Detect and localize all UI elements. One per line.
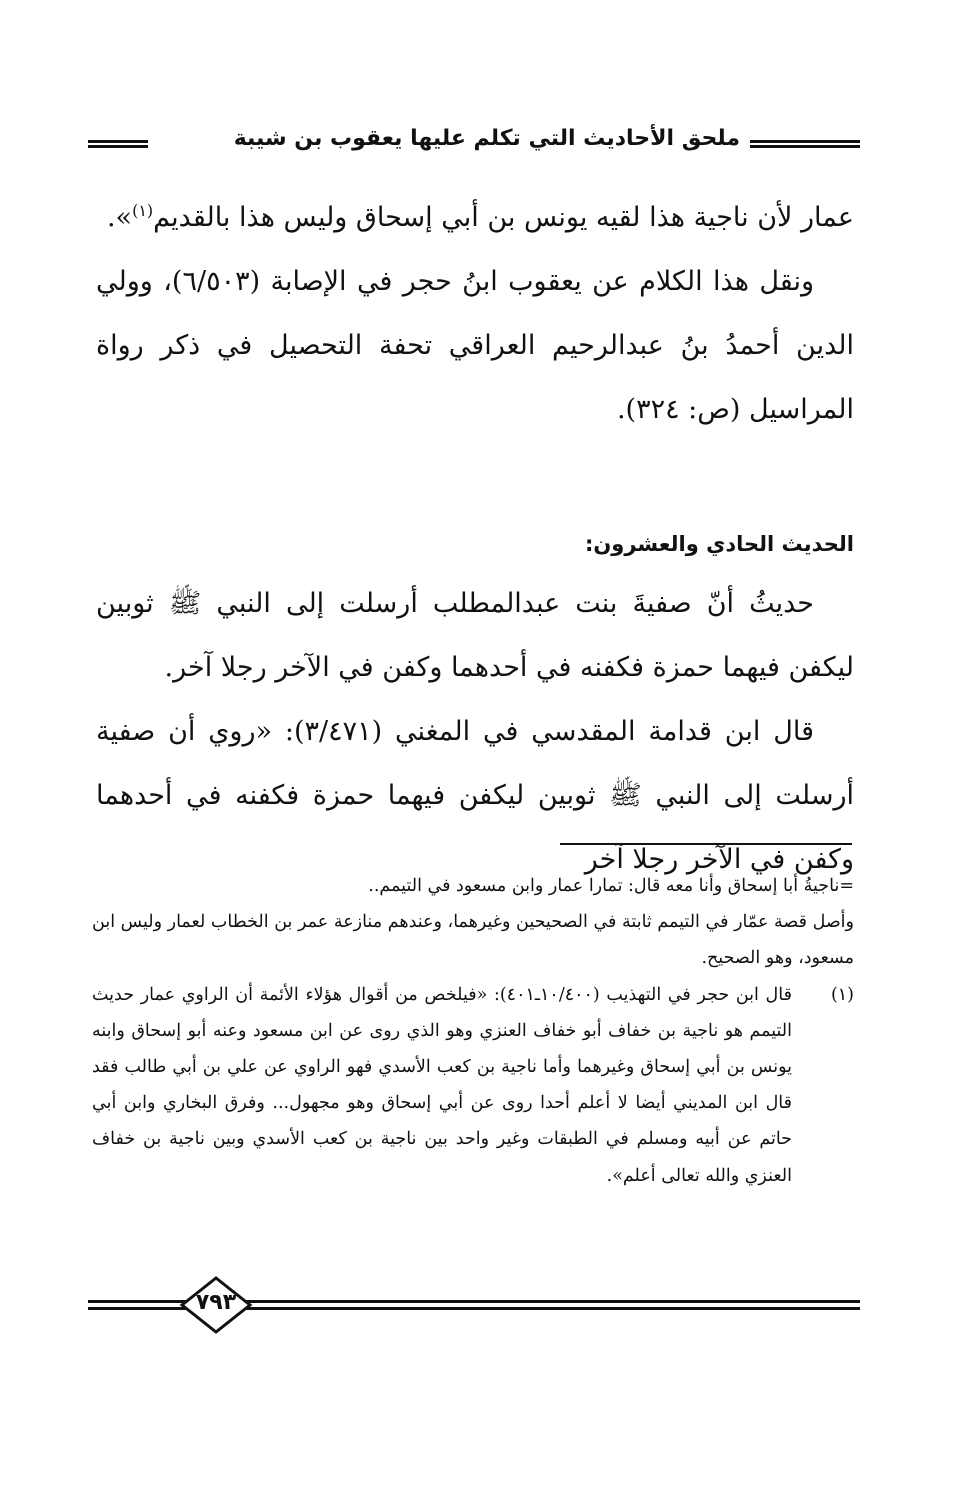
page-number: ٧٩٣ — [195, 1290, 237, 1315]
page-footer — [88, 1276, 860, 1336]
running-header — [88, 118, 860, 168]
paragraph-quote-end — [96, 186, 854, 250]
header-rule-right — [750, 140, 860, 148]
footnote-continuation-2: وأصل قصة عمّار في التيمم ثابتة في الصحيحين وغيرهما، وعندهم منازعة عمر بن الخطاب لعمار وليس ابن مسعود، وهو الصحيح. — [92, 912, 854, 969]
page-number-badge — [146, 1276, 286, 1334]
running-header-title: ملحق الأحاديث التي تكلم عليها يعقوب بن شيبة — [233, 126, 740, 151]
footnote-separator — [560, 843, 852, 845]
section-heading: الحديث الحادي والعشرون: — [584, 532, 854, 556]
paragraph-hadith: حديثُ أنّ صفيةَ بنت عبدالمطلب أرسلت إلى النبي ﷺ ثوبين ليكفن فيهما حمزة فكفنه في أحدهما وكفن في الآخر رجلا آخر. — [96, 588, 854, 683]
footnote-1 — [92, 977, 854, 1194]
footnotes — [92, 868, 854, 1194]
paragraph-citation: ونقل هذا الكلام عن يعقوب ابنُ حجر في الإصابة (٦/٥٠٣)، وولي الدين أحمدُ بنُ عبدالرحيم العراقي تحفة التحصيل في ذكر رواة المراسيل (ص: ٣٢٤). — [96, 266, 854, 425]
footnote-1-number: (١) — [830, 984, 854, 1005]
footnote-ref-1: (١) — [132, 201, 154, 220]
paragraph-quote-end-text: عمار لأن ناجية هذا لقيه يونس بن أبي إسحاق وليس هذا بالقديم — [153, 202, 854, 233]
footnote-1-text: قال ابن حجر في التهذيب (١٠/٤٠٠ـ٤٠١): «فيلخص من أقوال هؤلاء الأئمة أن الراوي عمار حديث التيمم هو ناجية بن خفاف أبو خفاف العنزي وهو الذي روى عن ابن مسعود وعنه أبو إسحاق وابنه يونس بن أبي إسحاق وغيرهما وأما ناجية بن كعب الأسدي فهو الراوي عن علي بن أبي طالب فقد قال ابن المديني أيضا لا أعلم أحدا روى عن أبي إسحاق وهو مجهول... وفرق البخاري وابن أبي حاتم عن أبيه ومسلم في الطبقات وغير واحد بين ناجية بن كعب الأسدي وبين ناجية بن خفاف العنزي والله تعالى أعلم». — [92, 984, 792, 1186]
main-text — [96, 186, 854, 892]
header-rule-left — [88, 140, 148, 148]
paragraph-ibn-qudama: قال ابن قدامة المقدسي في المغني (٣/٤٧١): «روي أن صفية أرسلت إلى النبي ﷺ ثوبين ليكفن فيهما حمزة فكفنه في أحدهما وكفن في الآخر رجلا آخر — [96, 716, 854, 875]
quote-close: ». — [106, 202, 133, 233]
footnote-continuation-1: =ناجيةُ أبا إسحاق وأنا معه قال: تمارا عمار وابن مسعود في التيمم.. — [368, 876, 854, 896]
